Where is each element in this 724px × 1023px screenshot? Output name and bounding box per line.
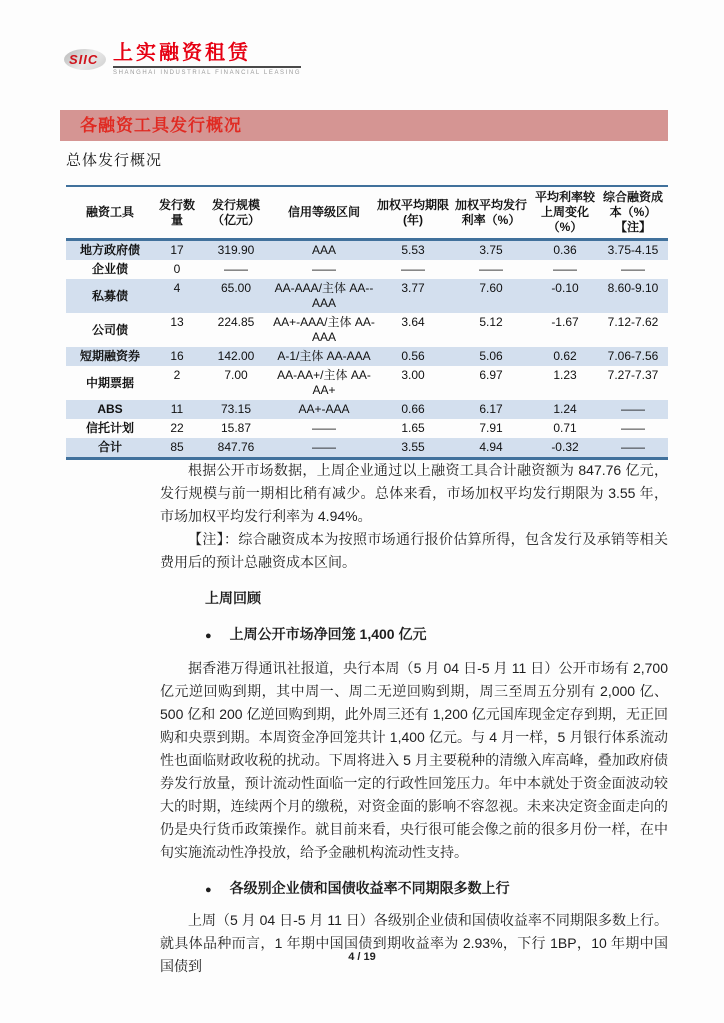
table-cell: —— [621,440,645,454]
table-cell: —— [479,262,503,276]
section-header-title: 各融资工具发行概况 [80,116,242,135]
table-cell: 3.75-4.15 [607,243,659,257]
summary-paragraph: 根据公开市场数据，上周企业通过以上融资工具合计融资额为 847.76 亿元，发行规模与前一期相比稍有减少。总体来看，市场加权平均发行期限为 3.55 年，市场加权平均发行利率为 4.94%。 [160,462,668,524]
table-row [66,400,668,419]
table-cell: 7.60 [479,281,503,295]
table-cell: —— [553,262,577,276]
body-text [160,459,668,978]
table-cell: 7.00 [224,368,248,382]
table-cell: AA+-AAA/主体 AA-AAA [273,315,375,344]
review-heading: 上周回顾 [205,590,261,606]
bullet-icon: ● [205,884,212,896]
company-logo [64,42,301,76]
section-header-bar [60,110,668,141]
table-cell: -0.10 [551,281,579,295]
table-row [66,347,668,366]
table-cell: A-1/主体 AA-AAA [277,349,371,363]
table-cell: —— [621,402,645,416]
table-cell: —— [312,262,336,276]
column-header: 加权平均期限(年) [376,186,450,240]
table-cell: 0.62 [553,349,577,363]
table-cell: 4 [173,281,181,295]
bullet-text: 上周公开市场净回笼 1,400 亿元 [229,626,427,642]
table-cell: 3.55 [401,440,425,454]
column-header: 融资工具 [66,186,154,240]
subsection-title: 总体发行概况 [66,152,163,169]
table-row [66,240,668,261]
table-cell: 3.00 [401,368,425,382]
table-cell: -1.67 [551,315,579,329]
table-cell: AAA [311,243,336,257]
table-row [66,313,668,347]
table-cell: AA+-AAA [298,402,350,416]
issuance-overview-table [66,185,668,460]
table-cell: 85 [170,440,184,454]
table-cell: 0.71 [553,421,577,435]
table-cell: 1.23 [553,368,577,382]
table-cell: 5.53 [401,243,425,257]
table-cell: 17 [170,243,184,257]
table-cell: 3.75 [479,243,503,257]
table-cell: 15.87 [220,421,252,435]
table-cell: —— [312,440,336,454]
table-cell: 13 [170,315,184,329]
column-header: 发行规模（亿元） [200,186,272,240]
table-cell: 企业债 [91,262,128,276]
bullet-item-open-market [205,623,668,648]
table-cell: 3.77 [401,281,425,295]
table-cell: 5.12 [479,315,503,329]
note-paragraph: 【注】：综合融资成本为按照市场通行报价估算所得，包含发行及承销等相关费用后的预计总融资成本区间。 [160,531,668,570]
table-cell: 1.65 [401,421,425,435]
table-cell: 11 [170,402,184,416]
table-cell: 0.36 [553,243,577,257]
table-row [66,366,668,400]
table-cell: 2 [173,368,181,382]
bullet-icon: ● [205,630,212,642]
table-row [66,419,668,438]
table-cell: 短期融资券 [79,349,140,363]
table-cell: 7.12-7.62 [607,315,659,329]
table-cell: 6.17 [479,402,503,416]
table-cell: 847.76 [217,440,255,454]
siic-mark: SIIC [69,52,99,67]
table-cell: 0 [173,262,181,276]
table-cell: —— [621,262,645,276]
bullet-text: 各级别企业债和国债收益率不同期限多数上行 [229,880,510,896]
page-number: 4 / 19 [348,951,376,963]
table-row [66,260,668,279]
table-cell: 22 [170,421,184,435]
logo-company-name: 上实融资租赁 [113,42,301,68]
yields-paragraph: 上周（5 月 04 日-5 月 11 日）各级别企业债和国债收益率不同期限多数上行。就具体品种而言，1 年期中国国债到期收益率为 2.93%，下行 1BP，10 年期中国国债到 [160,912,668,974]
table-cell: 65.00 [220,281,252,295]
table-cell: 4.94 [479,440,503,454]
table-cell: 7.27-7.37 [607,368,659,382]
table-cell: -0.32 [551,440,579,454]
column-header: 综合融资成本（%）【注】 [598,186,668,240]
table-cell: 1.24 [553,402,577,416]
column-header: 加权平均发行利率（%） [450,186,532,240]
table-header-row [66,186,668,240]
table-cell: 地方政府债 [79,243,140,257]
logo-text-block [113,42,301,76]
table-row [66,279,668,313]
table-cell: AA-AAA/主体 AA--AAA [274,281,374,310]
table-row-total [66,438,668,459]
table-cell: 公司债 [91,322,128,337]
table-cell: 7.91 [479,421,503,435]
table-cell: 0.56 [401,349,425,363]
table-cell: 142.00 [217,349,255,363]
table-cell: 319.90 [217,243,255,257]
table-cell: ABS [97,402,123,416]
column-header: 发行数量 [154,186,200,240]
table-cell: 16 [170,349,184,363]
table-cell: 信托计划 [85,421,134,435]
table-cell: 73.15 [220,402,252,416]
table-cell: 0.66 [401,402,425,416]
logo-subtitle: SHANGHAI INDUSTRIAL FINANCIAL LEASING [113,70,302,76]
table-cell: 中期票据 [85,375,134,390]
table-cell: —— [401,262,425,276]
table-cell: AA-AA+/主体 AA-AA+ [277,368,371,397]
siic-swoosh-icon [64,49,106,70]
column-header: 信用等级区间 [272,186,376,240]
column-header: 平均利率较上周变化（%） [532,186,598,240]
table-cell: —— [224,262,248,276]
table-cell: 8.60-9.10 [607,281,659,295]
table-cell: 7.06-7.56 [607,349,659,363]
table-cell: 私募债 [91,288,128,303]
table-cell: 合计 [97,440,122,454]
table-cell: 5.06 [479,349,503,363]
table-cell: 3.64 [401,315,425,329]
table-cell: —— [621,421,645,435]
bullet-item-yields [205,877,668,902]
table-cell: —— [312,421,336,435]
table-cell: 6.97 [479,368,503,382]
open-market-paragraph: 据香港万得通讯社报道，央行本周（5 月 04 日-5 月 11 日）公开市场有 2,700 亿元逆回购到期，其中周一、周二无逆回购到期，周三至周五分别有 2,000 亿、500 亿和 200 亿逆回购到期，此外周三还有 1,200 亿元国库现金定存到期，无正回购和央票到期。本周资金净回笼共计 1,400 亿元。与 4 月一样，5 月银行体系流动性也面临财政收税的扰动。下周将进入 5 月主要税种的清缴入库高峰，叠加政府债券发行放量，预计流动性面临一定的行政性回笼压力。年中本就处于资金面波动较大的时期，连续两个月的缴税，对资金面的影响不容忽视。未来决定资金面走向的仍是央行货币政策操作。就目前来看，央行很可能会像之前的很多月份一样，在中旬实施流动性净投放，给予金融机构流动性支持。 [160,660,668,860]
table-cell: 224.85 [217,315,255,329]
